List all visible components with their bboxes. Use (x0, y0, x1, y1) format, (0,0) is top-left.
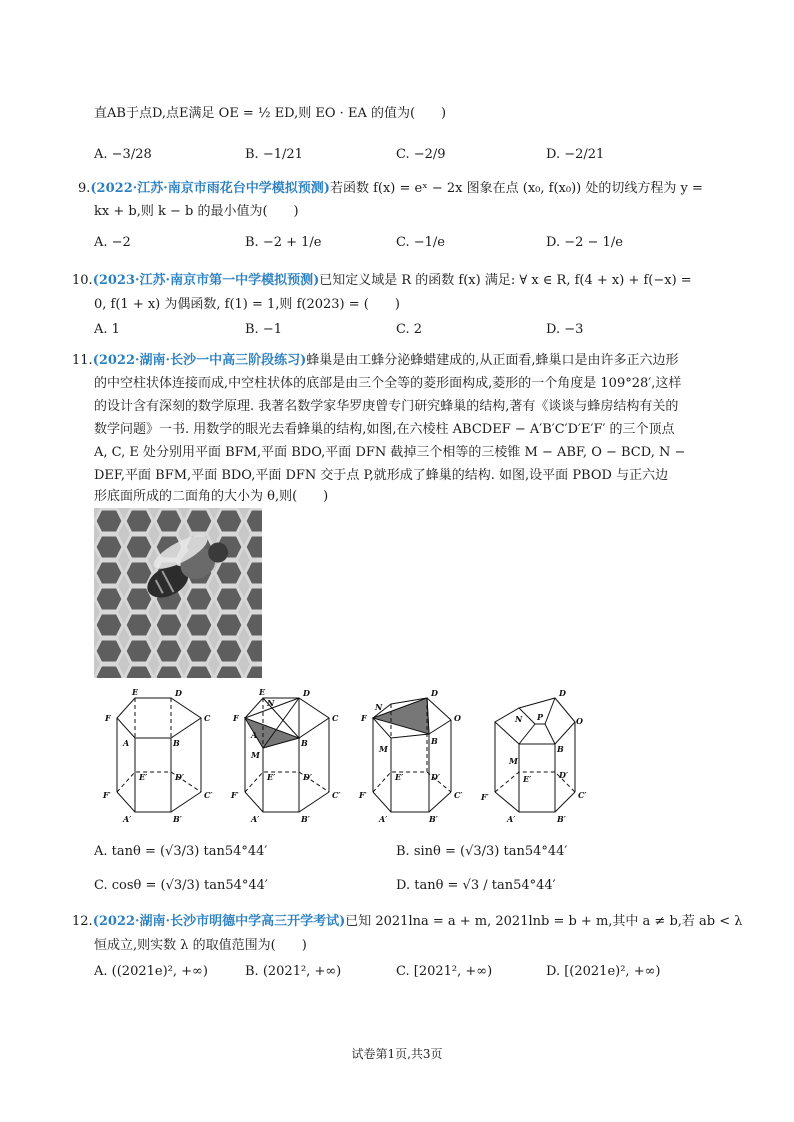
svg-text:B: B (431, 736, 438, 746)
q8-option-c: C. −2/9 (396, 147, 446, 162)
q8-option-b: B. −1/21 (245, 147, 303, 162)
q10-option-d: D. −3 (546, 322, 584, 337)
svg-text:F′: F′ (359, 790, 367, 800)
q11-text-0: 蜂巢是由工蜂分泌蜂蜡建成的,从正面看,蜂巢口是由许多正六边形 (306, 353, 679, 368)
page-footer: 试卷第1页,共3页 (351, 1047, 443, 1061)
q11-source: (2022·湖南·长沙一中高三阶段练习) (92, 353, 307, 368)
svg-text:P: P (537, 712, 544, 722)
q11-option-d: D. tanθ = √3 / tan54°44′ (396, 878, 556, 893)
q12-source: (2022·湖南·长沙市明德中学高三开学考试) (92, 914, 346, 929)
q9-stem-2: kx + b,则 k − b 的最小值为( ) (94, 204, 299, 219)
prism-figure-1 (117, 698, 201, 812)
q11-text-2: 的设计含有深刻的数学原理. 我著名数学家华罗庚曾专门研究蜂巢的结构,著有《谈谈与蜂房结构有关的 (94, 399, 679, 414)
svg-text:C: C (204, 713, 211, 723)
svg-text:D′: D′ (303, 772, 313, 782)
svg-text:E: E (132, 688, 139, 697)
svg-text:A: A (123, 738, 130, 748)
svg-text:B: B (557, 744, 564, 754)
svg-text:B′: B′ (301, 814, 310, 824)
q9-number: 9. (78, 181, 91, 196)
svg-text:D: D (559, 688, 566, 698)
hexagonal-prism-figures (95, 688, 595, 830)
svg-text:O: O (454, 713, 461, 723)
q9-option-c: C. −1/e (396, 235, 445, 250)
svg-text:O: O (576, 716, 583, 726)
q12-number: 12. (72, 914, 93, 929)
q11-text-3: 数学问题》一书. 用数学的眼光去看蜂巢的结构,如图,在六棱柱 ABCDEF − A′B′C′D′E′F′ 的三个顶点 (94, 422, 675, 437)
svg-text:F′: F′ (481, 792, 489, 802)
svg-text:D′: D′ (559, 770, 569, 780)
svg-text:F′: F′ (103, 790, 111, 800)
q12-option-b: B. (2021², +∞) (245, 964, 342, 979)
svg-text:B′: B′ (557, 814, 566, 824)
svg-text:F: F (105, 713, 111, 723)
prism-figure-3 (373, 698, 451, 812)
q12-option-d: D. [(2021e)², +∞) (546, 964, 661, 979)
svg-text:C′: C′ (454, 790, 463, 800)
svg-text:D: D (431, 688, 438, 698)
q11-text-1: 的中空柱状体连接而成,中空柱状体的底部是由三个全等的菱形面构成,菱形的一个角度是 109°28′,这样 (94, 376, 682, 391)
q11-text-5: DEF,平面 BFM,平面 BDO,平面 DFN 交于点 P,就形成了蜂巢的结构. 如图,设平面 PBOD 与正六边 (94, 468, 669, 483)
svg-text:D: D (175, 688, 182, 698)
q9-option-a: A. −2 (94, 235, 131, 250)
svg-text:F: F (233, 713, 239, 723)
q12-line-1 (72, 913, 743, 931)
svg-text:B: B (173, 738, 180, 748)
svg-text:N: N (375, 702, 383, 712)
q11-text-4: A, C, E 处分别用平面 BFM,平面 BDO,平面 DFN 截掉三个相等的三棱锥 M − ABF, O − BCD, N − (94, 445, 686, 460)
svg-text:D′: D′ (431, 772, 441, 782)
svg-text:C′: C′ (332, 790, 341, 800)
q8-option-d: D. −2/21 (546, 147, 605, 162)
svg-text:C′: C′ (204, 790, 213, 800)
q9-line-1 (78, 180, 703, 198)
q10-stem-2: 0, f(1 + x) 为偶函数, f(1) = 1,则 f(2023) = ( ) (94, 297, 400, 312)
svg-text:M: M (251, 750, 260, 760)
q8-stem: 直AB于点D,点E满足 OE = ½ ED,则 EO · EA 的值为( ) (94, 106, 447, 121)
svg-text:B′: B′ (429, 814, 438, 824)
svg-text:A′: A′ (123, 814, 132, 824)
q12-option-c: C. [2021², +∞) (396, 964, 493, 979)
svg-text:F: F (361, 713, 367, 723)
q9-option-b: B. −2 + 1/e (245, 235, 322, 250)
prism-figure-4 (495, 698, 575, 812)
svg-text:N: N (515, 714, 523, 724)
honeycomb-bee-photo (94, 508, 262, 678)
svg-text:A′: A′ (379, 814, 388, 824)
svg-text:E′: E′ (267, 772, 276, 782)
svg-text:N: N (267, 698, 275, 708)
q12-stem-1: 已知 2021lna = a + m, 2021lnb = b + m,其中 a ≠ b,若 ab < λ (345, 914, 743, 929)
svg-text:A: A (251, 730, 258, 740)
svg-text:M: M (509, 756, 518, 766)
q11-number: 11. (72, 353, 93, 368)
q10-number: 10. (72, 273, 93, 288)
q11-line-1 (72, 352, 679, 370)
q12-stem-2: 恒成立,则实数 λ 的取值范围为( ) (94, 938, 307, 953)
svg-text:F′: F′ (231, 790, 239, 800)
q10-option-b: B. −1 (245, 322, 282, 337)
q9-stem-1: 若函数 f(x) = eˣ − 2x 图象在点 (x₀, f(x₀)) 处的切线方程为 y = (329, 181, 703, 196)
svg-text:E: E (259, 688, 266, 697)
svg-text:C′: C′ (578, 790, 587, 800)
q10-stem-1: 已知定义域是 R 的函数 f(x) 满足: ∀ x ∈ R, f(4 + x) + f(−x) = (319, 273, 692, 288)
svg-text:E′: E′ (395, 772, 404, 782)
q8-option-a: A. −3/28 (94, 147, 152, 162)
svg-text:E′: E′ (523, 774, 532, 784)
svg-text:B: B (301, 738, 308, 748)
svg-text:A′: A′ (251, 814, 260, 824)
q11-text-6: 形底面所成的二面角的大小为 θ,则( ) (94, 489, 329, 504)
svg-text:M: M (379, 744, 388, 754)
q10-option-c: C. 2 (396, 322, 423, 337)
q12-option-a: A. ((2021e)², +∞) (94, 964, 208, 979)
q10-option-a: A. 1 (94, 322, 120, 337)
svg-text:E′: E′ (139, 772, 148, 782)
svg-text:A′: A′ (507, 814, 516, 824)
q9-source: (2022·江苏·南京市雨花台中学模拟预测) (90, 181, 330, 196)
svg-text:C: C (332, 713, 339, 723)
q11-option-a: A. tanθ = (√3/3) tan54°44′ (94, 844, 268, 859)
q9-option-d: D. −2 − 1/e (546, 235, 623, 250)
q11-option-c: C. cosθ = (√3/3) tan54°44′ (94, 878, 268, 893)
q11-option-b: B. sinθ = (√3/3) tan54°44′ (396, 844, 568, 859)
svg-text:D: D (303, 688, 310, 698)
q10-line-1 (72, 272, 692, 290)
svg-text:B′: B′ (173, 814, 182, 824)
svg-text:D′: D′ (175, 772, 185, 782)
q10-source: (2023·江苏·南京市第一中学模拟预测) (92, 273, 320, 288)
